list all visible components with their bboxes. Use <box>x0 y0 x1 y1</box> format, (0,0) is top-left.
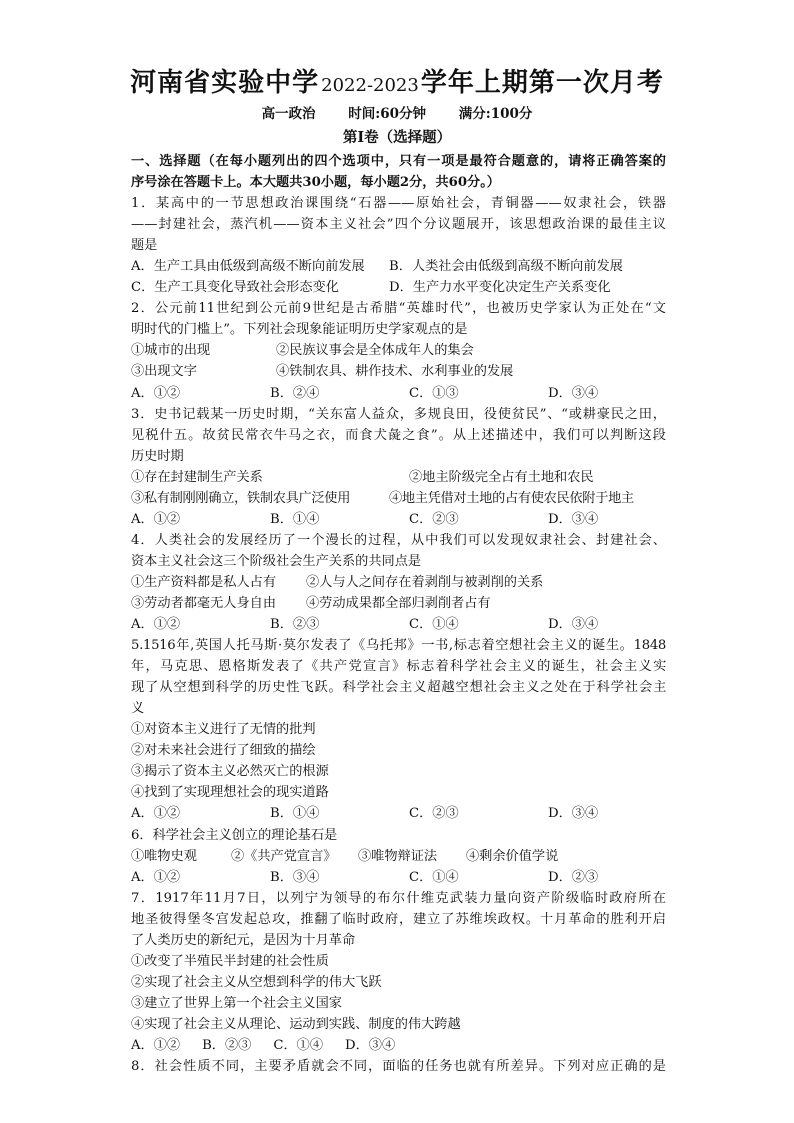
text-line: 现了从空想到科学的历史性飞跃。科学社会主义超越空想社会主义之处在于科学社会主 <box>131 680 666 696</box>
option-item: ②民族议事会是全体成年人的集会 <box>276 343 474 359</box>
score-label: 满分:100分 <box>458 106 533 122</box>
option-item: ④铁制农具、耕作技术、水利事业的发展 <box>276 364 514 380</box>
option-item: D．③④ <box>345 1037 396 1053</box>
option-item: A．①② <box>131 1037 181 1053</box>
options-row <box>131 256 666 277</box>
options-row <box>131 340 666 361</box>
text-line: 3．史书记载某一历史时期，“关东富人益众，多规良田，役使贫民”、“或耕豪民之田， <box>131 406 666 422</box>
option-item: B．②③ <box>270 617 320 633</box>
option-item: C．生产工具变化导致社会形态变化 <box>131 280 339 296</box>
options-row <box>131 361 666 382</box>
text-line: 年，马克思、恩格斯发表了《共产党宣言》标志着科学社会主义的诞生，社会主义实 <box>131 659 666 675</box>
option-item: ③唯物辩证法 <box>358 848 438 864</box>
options-row <box>131 467 666 488</box>
option-item: D．③④ <box>548 617 599 633</box>
option-item: B．①④ <box>270 511 320 527</box>
text-line: ①对资本主义进行了无情的批判 <box>131 722 316 738</box>
text-line: 7．1917年11月7日，以列宁为领导的布尔什维克武装力量向资产阶级临时政府所在 <box>131 890 666 906</box>
option-item: ②地主阶级完全占有土地和农民 <box>409 469 594 485</box>
text-line: 1．某高中的一节思想政治课围绕“石器——原始社会，青铜器——奴隶社会，铁器 <box>131 196 666 212</box>
options-row <box>131 509 666 530</box>
options-row <box>131 867 666 888</box>
option-item: A．①② <box>131 385 181 401</box>
option-item: ③私有制刚刚确立，铁制农具广泛使用 <box>131 490 351 506</box>
text-line: ④实现了社会主义从理论、运动到实践、制度的伟大跨越 <box>131 1016 461 1032</box>
options-row <box>131 572 666 593</box>
option-item: D．②③ <box>548 869 599 885</box>
options-row <box>131 803 666 824</box>
title-term: 学年上期第一次月考 <box>420 68 664 98</box>
text-line: 明时代的门槛上”。下列社会现象能证明历史学家观点的是 <box>131 322 468 338</box>
text-line: 5.1516年,英国人托马斯·莫尔发表了《乌托邦》一书,标志着空想社会主义的诞生。1848 <box>131 638 666 654</box>
text-line: ——封建社会，蒸汽机——资本主义社会”四个分议题展开，该思想政治课的最佳主议 <box>131 217 666 233</box>
option-item: ①城市的出现 <box>131 343 211 359</box>
option-item: ①存在封建制生产关系 <box>131 469 263 485</box>
option-item: ④劳动成果都全部归剥削者占有 <box>306 595 491 611</box>
option-item: B．②④ <box>270 385 320 401</box>
option-item: A．生产工具由低级到高级不断向前发展 <box>131 259 365 275</box>
exam-title <box>0 66 794 103</box>
text-line: ①改变了半殖民半封建的社会性质 <box>131 953 329 969</box>
option-item: ④地主凭借对土地的占有使农民依附于地主 <box>389 490 634 506</box>
options-row <box>131 488 666 509</box>
option-item: B．①④ <box>270 806 320 822</box>
text-line: ④找到了实现理想社会的现实道路 <box>131 785 329 801</box>
options-row <box>131 383 666 404</box>
text-line: 见税什五。故贫民常衣牛马之衣，而食犬彘之食”。从上述描述中，我们可以判断这段 <box>131 427 666 443</box>
text-line: 6．科学社会主义创立的理论基石是 <box>131 827 338 843</box>
text-line: ③揭示了资本主义必然灭亡的根源 <box>131 764 329 780</box>
option-item: D．③④ <box>548 511 599 527</box>
option-item: C．②③ <box>409 806 459 822</box>
option-item: ②《共产党宣言》 <box>231 848 337 864</box>
title-school: 河南省实验中学 <box>130 68 320 98</box>
text-line: 一、选择题（在每小题列出的四个选项中，只有一项是最符合题意的，请将正确答案的 <box>131 154 666 169</box>
option-item: C．①③ <box>409 385 459 401</box>
option-item: ①生产资料都是私人占有 <box>131 574 277 590</box>
options-row <box>131 1035 666 1056</box>
option-item: D．③④ <box>548 385 599 401</box>
text-line: 题是 <box>131 238 158 254</box>
text-line: 了人类历史的新纪元，是因为十月革命 <box>131 932 356 948</box>
text-line: 义 <box>131 701 145 717</box>
subject-label: 高一政治 <box>261 106 316 122</box>
option-item: A．①② <box>131 617 181 633</box>
option-item: A．①② <box>131 511 181 527</box>
text-line: 2．公元前11世纪到公元前9世纪是古希腊“英雄时代”，也被历史学家认为正处在“文 <box>131 301 666 317</box>
option-item: B．人类社会由低级到高级不断向前发展 <box>389 259 623 275</box>
exam-meta <box>0 104 794 124</box>
option-item: C．①④ <box>273 1037 324 1053</box>
text-line: 历史时期 <box>131 448 184 464</box>
text-line: 8．社会性质不同，主要矛盾就会不同，面临的任务也就有所差异。下列对应正确的是 <box>131 1059 666 1075</box>
option-item: ①唯物史观 <box>131 848 197 864</box>
title-year: 2022-2023 <box>321 75 419 96</box>
text-line: ②实现了社会主义从空想到科学的伟大飞跃 <box>131 974 382 990</box>
option-item: ④剩余价值学说 <box>466 848 559 864</box>
text-line: 序号涂在答题卡上。本大题共30小题，每小题2分，共60分。） <box>131 175 500 191</box>
option-item: B．③④ <box>270 869 320 885</box>
section-heading: 第Ⅰ卷（选择题） <box>342 129 452 146</box>
text-line: ②对未来社会进行了细致的描绘 <box>131 743 316 759</box>
options-row <box>131 593 666 614</box>
question-body <box>131 151 666 1077</box>
option-item: D．③④ <box>548 806 599 822</box>
option-item: C．②③ <box>409 511 459 527</box>
options-row <box>131 614 666 635</box>
option-item: B．②③ <box>202 1037 252 1053</box>
option-item: ③出现文字 <box>131 364 197 380</box>
text-line: 资本主义社会这三个阶级社会生产关系的共同点是 <box>131 553 422 569</box>
text-line: 4．人类社会的发展经历了一个漫长的过程，从中我们可以发现奴隶社会、封建社会、 <box>131 532 666 548</box>
options-row <box>131 846 666 867</box>
option-item: A．①② <box>131 806 181 822</box>
text-line: ③建立了世界上第一个社会主义国家 <box>131 995 342 1011</box>
time-label: 时间:60分钟 <box>348 106 427 122</box>
option-item: ③劳动者都毫无人身自由 <box>131 595 277 611</box>
options-row <box>131 277 666 298</box>
option-item: D．生产力水平变化决定生产关系变化 <box>389 280 611 296</box>
option-item: ②人与人之间存在着剥削与被剥削的关系 <box>306 574 544 590</box>
option-item: A．①② <box>131 869 181 885</box>
text-line: 地圣彼得堡冬宫发起总攻，推翻了临时政府，建立了苏维埃政权。十月革命的胜利开启 <box>131 911 666 927</box>
option-item: C．①④ <box>409 869 459 885</box>
option-item: C．①④ <box>409 617 459 633</box>
